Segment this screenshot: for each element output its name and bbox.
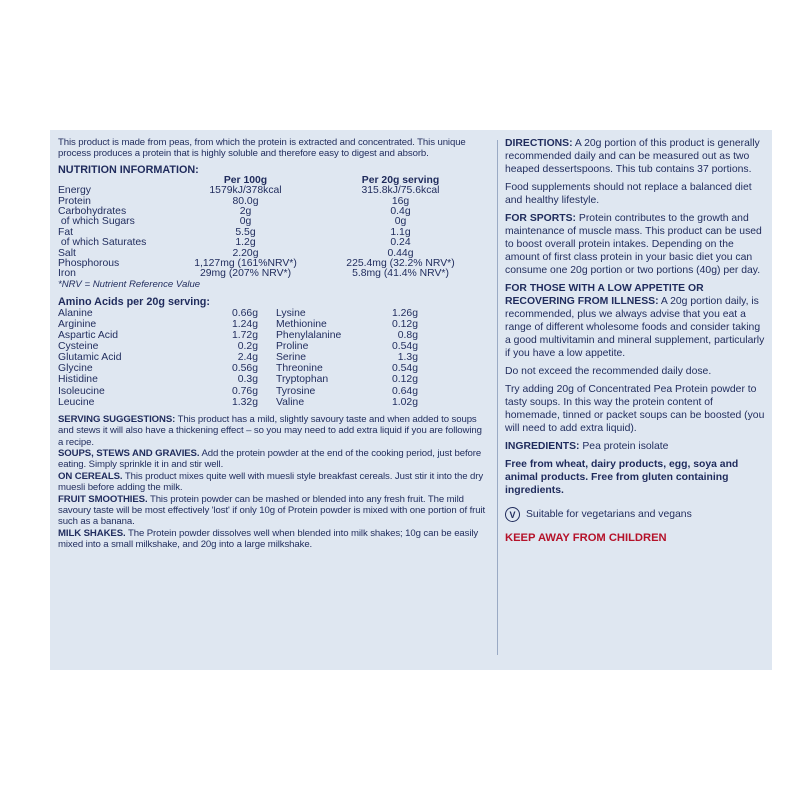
amino-value: 0.54g: [391, 363, 418, 375]
soups-section: [58, 448, 488, 471]
nutrition-title: NUTRITION INFORMATION:: [58, 163, 199, 176]
product-label-panel: [50, 130, 772, 670]
amino-row: [58, 319, 488, 330]
nutrition-table: [58, 176, 488, 280]
nutrient-per-100g: 1,127mg (161%NRV*): [194, 258, 297, 270]
nutrient-per-100g: 1.2g: [235, 237, 256, 249]
appetite-section: [505, 282, 767, 360]
nutrient-per-serving: 0.44g: [387, 247, 414, 259]
amino-value: 0.12g: [391, 318, 418, 330]
ingredients-text: Pea protein isolate: [579, 441, 669, 452]
nutrient-per-100g: 0g: [239, 216, 252, 228]
cereals-section: [58, 471, 488, 494]
amino-name: Alanine: [58, 307, 93, 319]
amino-row: [58, 308, 488, 319]
cereals-heading: ON CEREALS.: [58, 470, 123, 482]
nutrient-per-100g: 5.5g: [235, 226, 256, 238]
sports-text: Protein contributes to the growth and maintenance of muscle mass. This product can be used to boost overall protein intakes. Depending on the amount of first class protein in your basic diet you can consume one 20g portion or two portions (40g) per day.: [505, 213, 762, 276]
amino-value: 1.26g: [391, 307, 418, 319]
amino-value: 2.4g: [237, 352, 258, 364]
amino-table: [58, 308, 488, 408]
nutrient-per-100g: 2g: [239, 206, 252, 218]
nutrient-per-serving: 0.4g: [390, 206, 411, 218]
nutrient-per-serving: 0g: [394, 216, 407, 228]
col-per-serving: Per 20g serving: [361, 174, 440, 186]
amino-value: 1.3g: [397, 352, 418, 364]
dose-warning: Do not exceed the recommended daily dose.: [505, 366, 712, 377]
nrv-note: *NRV = Nutrient Reference Value: [58, 278, 201, 290]
free-from-text: Free from wheat, dairy products, egg, soya and animal products. Free from gluten containing ingredients.: [505, 459, 739, 496]
nutrient-name: Fat: [58, 226, 74, 238]
amino-name: Isoleucine: [58, 385, 105, 397]
smoothies-heading: FRUIT SMOOTHIES.: [58, 493, 148, 505]
nutrient-per-serving: 16g: [391, 195, 410, 207]
amino-name: Proline: [276, 341, 309, 353]
soups-text: Add the protein powder at the end of the cooking period, just before eating. Simply sprinkle it in and stir well.: [58, 447, 482, 471]
nutrient-name: of which Saturates: [58, 237, 147, 249]
col-per-100g: Per 100g: [223, 174, 268, 186]
amino-value: 0.12g: [391, 374, 418, 386]
amino-value: 1.72g: [231, 330, 258, 342]
amino-name: Histidine: [58, 374, 98, 386]
amino-value: 0.76g: [231, 385, 258, 397]
serving-suggestions: [58, 414, 488, 448]
cereals-text: This product mixes quite well with muesli style breakfast cereals. Just stir it into the dry muesli before adding the milk.: [58, 470, 484, 494]
amino-value: 1.02g: [391, 396, 418, 408]
right-column: [505, 137, 767, 544]
amino-value: 0.64g: [391, 385, 418, 397]
keep-away-warning: KEEP AWAY FROM CHILDREN: [505, 532, 667, 544]
nutrition-row: [58, 186, 488, 196]
nutrition-row: [58, 238, 488, 248]
smoothies-section: [58, 494, 488, 528]
amino-value: 0.56g: [231, 363, 258, 375]
appetite-text: A 20g portion daily, is recommended, plus we always advise that you eat a range of different wholesome foods and consider taking a good multivitamin and mineral supplement, particularly if you have a low appetite.: [505, 296, 765, 359]
directions-section: [505, 137, 767, 176]
amino-value: 0.3g: [237, 374, 258, 386]
amino-name: Lysine: [276, 307, 306, 319]
amino-name: Glutamic Acid: [58, 352, 122, 364]
amino-name: Arginine: [58, 318, 97, 330]
ingredients-section: [505, 440, 767, 453]
supplements-note: Food supplements should not replace a balanced diet and healthy lifestyle.: [505, 182, 752, 206]
amino-value: 1.24g: [231, 318, 258, 330]
nutrient-name: Energy: [58, 185, 91, 197]
amino-title: Amino Acids per 20g serving:: [58, 295, 210, 308]
milkshakes-section: [58, 528, 488, 551]
nutrient-per-serving: 0.24: [390, 237, 411, 249]
amino-row: [58, 374, 488, 385]
nutrient-per-serving: 225.4mg (32.2% NRV*): [346, 258, 455, 270]
amino-name: Leucine: [58, 396, 95, 408]
amino-name: Tryptophan: [276, 374, 329, 386]
amino-name: Glycine: [58, 363, 93, 375]
sports-section: [505, 212, 767, 277]
directions-heading: DIRECTIONS:: [505, 138, 573, 149]
soups-heading: SOUPS, STEWS AND GRAVIES.: [58, 447, 200, 459]
amino-row: [58, 386, 488, 397]
nutrient-name: Carbohydrates: [58, 206, 127, 218]
left-column: [58, 137, 488, 551]
nutrient-per-100g: 29mg (207% NRV*): [199, 268, 292, 280]
appetite-heading: FOR THOSE WITH A LOW APPETITE OR RECOVERING FROM ILLNESS:: [505, 283, 704, 307]
vegan-text: Suitable for vegetarians and vegans: [526, 509, 692, 520]
nutrient-name: Protein: [58, 195, 91, 207]
amino-row: [58, 397, 488, 408]
amino-value: 0.66g: [231, 307, 258, 319]
amino-row: [58, 341, 488, 352]
serving-text: This product has a mild, slightly savoury taste and when added to soups and stews it will also have a thickening effect – so you may need to add extra liquid if you are following a recipe.: [58, 413, 482, 448]
amino-value: 0.54g: [391, 341, 418, 353]
amino-name: Serine: [276, 352, 307, 364]
sports-heading: FOR SPORTS:: [505, 213, 577, 224]
smoothies-text: This protein powder can be mashed or blended into any fresh fruit. The mild savoury taste will be most effectively 'lost' if only 10g of Protein powder is mixed with one portion of fruit such as a banana.: [58, 493, 486, 528]
directions-text: A 20g portion of this product is generally recommended daily and can be measured out as two heaped dessertspoons. This tub contains 37 portions.: [505, 138, 760, 175]
nutrient-per-100g: 1579kJ/378kcal: [209, 185, 282, 197]
nutrient-per-serving: 5.8mg (41.4% NRV*): [352, 268, 449, 280]
nutrient-per-serving: 315.8kJ/75.6kcal: [361, 185, 440, 197]
nutrient-per-100g: 2.20g: [232, 247, 259, 259]
amino-value: 0.8g: [397, 330, 418, 342]
soups-tip: Try adding 20g of Concentrated Pea Protein powder to tasty soups. In this way the protein content of homemade, tinned or packet soups can be boosted (you will need to add extra liquid).: [505, 384, 765, 434]
nutrient-name: Iron: [58, 268, 76, 280]
amino-name: Tyrosine: [276, 385, 316, 397]
amino-row: [58, 330, 488, 341]
vegetarian-v-icon: V: [505, 507, 520, 522]
amino-row: [58, 363, 488, 374]
nutrition-row: [58, 217, 488, 227]
column-divider: [497, 140, 498, 655]
nutrient-name: Phosphorous: [58, 258, 120, 270]
milkshakes-text: The Protein powder dissolves well when blended into milk shakes; 10g can be easily mixed into a small milkshake, and 20g into a large milkshake.: [58, 527, 479, 551]
amino-name: Phenylalanine: [276, 330, 342, 342]
serving-heading: SERVING SUGGESTIONS:: [58, 413, 176, 425]
nutrient-name: of which Sugars: [58, 216, 135, 228]
ingredients-heading: INGREDIENTS:: [505, 441, 580, 452]
amino-row: [58, 352, 488, 363]
amino-name: Valine: [276, 396, 305, 408]
vegan-row: [505, 507, 767, 522]
amino-value: 0.2g: [237, 341, 258, 353]
amino-value: 1.32g: [231, 396, 258, 408]
milkshakes-heading: MILK SHAKES.: [58, 527, 126, 539]
amino-name: Aspartic Acid: [58, 330, 119, 342]
amino-name: Threonine: [276, 363, 323, 375]
nutrient-per-100g: 80.0g: [232, 195, 259, 207]
amino-name: Cysteine: [58, 341, 99, 353]
intro-text: This product is made from peas, from which the protein is extracted and concentrated. This unique process produces a protein that is highly soluble and therefore easy to digest and absorb.: [58, 137, 466, 160]
nutrient-per-serving: 1.1g: [390, 226, 411, 238]
nutrient-name: Salt: [58, 247, 76, 259]
amino-name: Methionine: [276, 318, 327, 330]
